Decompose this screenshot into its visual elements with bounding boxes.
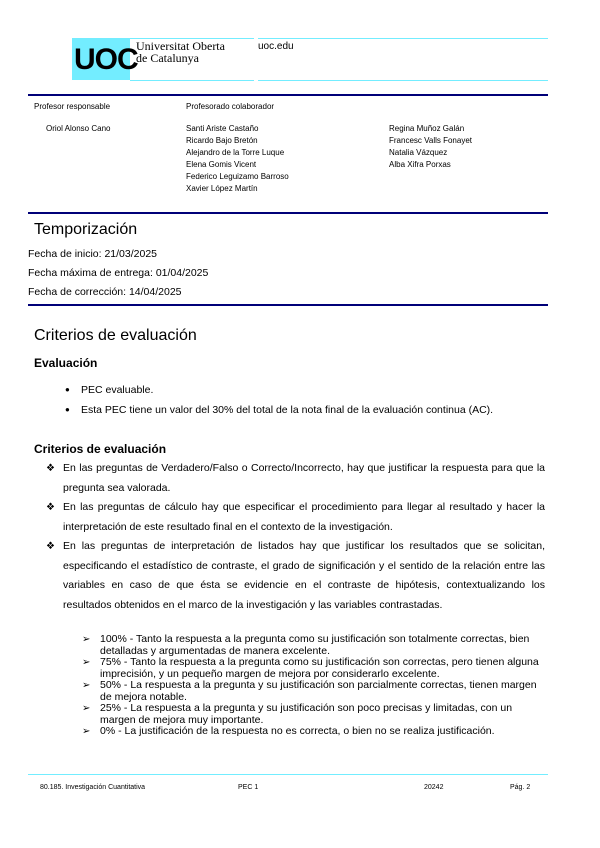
grading-list — [82, 634, 546, 738]
list-item — [46, 459, 545, 498]
list-item — [46, 498, 545, 537]
start-date: Fecha de inicio: 21/03/2025 — [28, 248, 158, 260]
footer-rule — [28, 774, 548, 775]
responsible-label: Profesor responsable — [34, 102, 111, 111]
header-line — [258, 38, 548, 39]
university-line-2: de Catalunya — [136, 51, 199, 65]
list-item — [82, 703, 546, 726]
arrow-bullet-icon: ➢ — [82, 634, 91, 645]
site-link[interactable]: uoc.edu — [258, 41, 294, 52]
collaborator-name: Ricardo Bajo Bretón — [186, 136, 258, 145]
criteria-heading: Criterios de evaluación — [34, 442, 167, 456]
collaborator-name: Alejandro de la Torre Luque — [186, 148, 285, 157]
header-line — [258, 80, 548, 81]
correction-date: Fecha de corrección: 14/04/2025 — [28, 286, 182, 298]
criteria-text: En las preguntas de Verdadero/Falso o Correcto/Incorrecto, hay que justificar la respuesta para que la pregunta sea valorada. — [63, 462, 545, 494]
grading-text: 75% - Tanto la respuesta a la pregunta como su justificación son correctas, pero tienen alguna imprecisión, y un pequeño margen de mejora por considerarlo excelente. — [100, 656, 539, 680]
grading-text: 50% - La respuesta a la pregunta y su justificación son parcialmente correctas, tienen margen de mejora notable. — [100, 679, 537, 703]
arrow-bullet-icon: ➢ — [82, 680, 91, 691]
list-item — [82, 657, 546, 680]
list-item — [82, 680, 546, 703]
criteria-list — [46, 459, 545, 615]
collaborators-label: Profesorado colaborador — [186, 102, 275, 111]
arrow-bullet-icon: ➢ — [82, 657, 91, 668]
uoc-logo: UOC — [74, 43, 138, 76]
footer-term: 20242 — [424, 784, 444, 791]
list-item: ● Esta PEC tiene un valor del 30% del total de la nota final de la evaluación continua (AC). — [65, 400, 545, 420]
due-date: Fecha máxima de entrega: 01/04/2025 — [28, 267, 209, 279]
collaborator-name: Xavier López Martín — [186, 184, 258, 193]
collaborator-name: Francesc Valls Fonayet — [389, 136, 472, 145]
grading-text: 0% - La justificación de la respuesta no es correcta, o bien no se realiza justificación. — [100, 725, 495, 737]
list-item — [82, 726, 546, 738]
responsible-name: Oriol Alonso Cano — [46, 124, 111, 133]
footer-pec: PEC 1 — [238, 784, 259, 791]
criteria-title: Criterios de evaluación — [34, 327, 197, 344]
university-name — [136, 40, 225, 64]
timing-title: Temporización — [34, 221, 138, 238]
grading-text: 100% - Tanto la respuesta a la pregunta como su justificación son totalmente correctas, bien detalladas y argumentadas de manera excelente. — [100, 633, 530, 657]
evaluation-heading: Evaluación — [34, 356, 98, 370]
arrow-bullet-icon: ➢ — [82, 726, 91, 737]
collaborators-column-1 — [186, 123, 289, 195]
evaluation-list — [65, 380, 545, 420]
collaborator-name: Santi Ariste Castaño — [186, 124, 259, 133]
list-item: ● PEC evaluable. — [65, 380, 545, 400]
header-line — [130, 38, 254, 39]
collaborator-name: Regina Muñoz Galán — [389, 124, 465, 133]
collaborator-name: Alba Xifra Porxas — [389, 160, 451, 169]
criteria-top-rule — [28, 304, 548, 306]
footer-page: Pág. 2 — [510, 784, 531, 791]
diamond-bullet-icon: ❖ — [46, 463, 55, 474]
diamond-bullet-icon: ❖ — [46, 541, 55, 552]
collaborator-name: Elena Gomis Vicent — [186, 160, 257, 169]
timing-top-rule — [28, 212, 548, 214]
criteria-text: En las preguntas de interpretación de listados hay que justificar los resultados que se solicitan, especificando el estadístico de contraste, el grado de significación y el sentido de la relación entre las variables en caso de que ésta se evidencie en el contraste de hipótesis, contextualizando los resultados obtenidos en el marco de la investigación y las variables contrastadas. — [63, 540, 545, 611]
header-line — [130, 80, 254, 81]
collaborators-column-2 — [389, 123, 472, 171]
staff-top-rule — [28, 94, 548, 96]
diamond-bullet-icon: ❖ — [46, 502, 55, 513]
footer-course: 80.185. Investigación Cuantitativa — [40, 784, 146, 791]
criteria-text: En las preguntas de cálculo hay que especificar el procedimiento para llegar al resultado y hacer la interpretación de este resultado final en el contexto de la investigación. — [63, 501, 545, 533]
university-line-1: Universitat Oberta — [136, 39, 225, 53]
arrow-bullet-icon: ➢ — [82, 703, 91, 714]
list-item — [46, 537, 545, 615]
list-item — [82, 634, 546, 657]
collaborator-name: Natalia Vázquez — [389, 148, 448, 157]
collaborator-name: Federico Leguizamo Barroso — [186, 172, 289, 181]
grading-text: 25% - La respuesta a la pregunta y su justificación son poco precisas y limitadas, con un margen de mejora muy importante. — [100, 702, 513, 726]
